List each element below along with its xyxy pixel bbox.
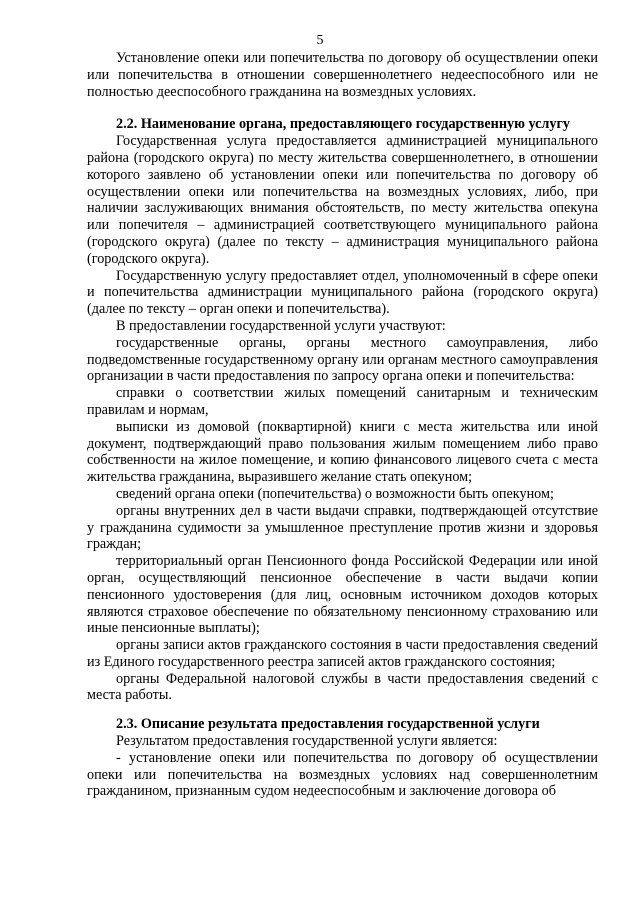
section-2-2-paragraph: справки о соответствии жилых помещений санитарным и техническим правилам и нормам, — [87, 385, 598, 418]
section-2-2-paragraph: государственные органы, органы местного самоуправления, либо подведомственные государственному органу или органам местного самоуправления организации в части предоставления по запросу органа опеки и попечительства: — [87, 334, 598, 385]
section-2-2-paragraph: Государственная услуга предоставляется администрацией муниципального района (городского округа) по месту жительства совершеннолетнего, в отношении которого заявлено об установлении опеки или попечительства по договору об осуществлении опеки или попечительства на возмездных условиях, либо, при наличии заслуживающих внимания обстоятельств, по месту жительства опекуна или попечителя – администрацией соответствующего муниципального района (городского округа) (далее по тексту – администрация муниципального района (городского округа). — [87, 133, 598, 267]
page-number: 5 — [316, 33, 324, 48]
section-spacer — [87, 704, 598, 716]
section-2-3-paragraph: - установление опеки или попечительства по договору об осуществлении опеки или попечительства на возмездных условиях над совершеннолетним гражданином, признанным судом недееспособным и заключение договора об — [87, 749, 598, 800]
section-spacer — [87, 100, 598, 116]
section-2-2-paragraph: сведений органа опеки (попечительства) о возможности быть опекуном; — [116, 485, 554, 502]
section-2-2-heading: 2.2. Наименование органа, предоставляющего государственную услугу — [116, 116, 571, 133]
document-body — [87, 50, 598, 800]
section-2-2-paragraph: органы записи актов гражданского состояния в части предоставления сведений из Единого государственного реестра записей актов гражданского состояния; — [87, 637, 598, 670]
section-2-2-paragraph: В предоставлении государственной услуги участвуют: — [116, 317, 446, 334]
section-2-2-paragraph: выписки из домовой (поквартирной) книги с места жительства или иной документ, подтверждающий право пользования жилым помещением либо право собственности на жилое помещение, и копию финансового лицевого счета с места жительства гражданина, выразившего желание стать опекуном; — [87, 418, 598, 486]
section-2-3-heading: 2.3. Описание результата предоставления государственной услуги — [116, 716, 540, 733]
section-2-2-paragraph: Государственную услугу предоставляет отдел, уполномоченный в сфере опеки и попечительства администрации муниципального района (городского округа) (далее по тексту – орган опеки и попечительства). — [87, 267, 598, 318]
section-2-2-paragraph: территориальный орган Пенсионного фонда Российской Федерации или иной орган, осуществляющий пенсионное обеспечение в части выдачи копии пенсионного удостоверения (для лиц, основным источником доходов которых являются страховое обеспечение по обязательному пенсионному страхованию или иные пенсионные выплаты); — [87, 553, 598, 637]
section-2-2-paragraph: органы внутренних дел в части выдачи справки, подтверждающей отсутствие у гражданина судимости за умышленное преступление против жизни и здоровья граждан; — [87, 502, 598, 553]
intro-paragraph: Установление опеки или попечительства по договору об осуществлении опеки или попечительства в отношении совершеннолетнего недееспособного или не полностью дееспособного гражданина на возмездных условиях. — [87, 50, 598, 100]
section-2-2-paragraph: органы Федеральной налоговой службы в части предоставления сведений с места работы. — [87, 670, 598, 704]
section-2-3-paragraph: Результатом предоставления государственной услуги является: — [116, 733, 498, 750]
